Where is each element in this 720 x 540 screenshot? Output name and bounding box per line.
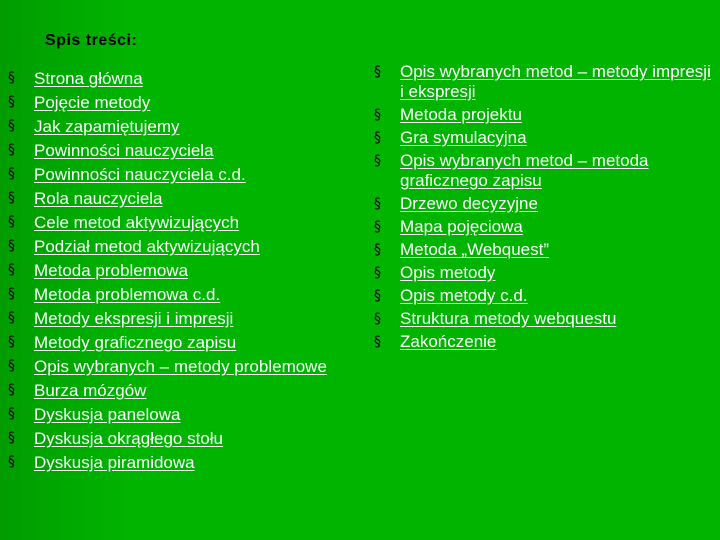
toc-link-opis-metoda-graficznego[interactable]: Opis wybranych metod – metoda graficznego zapisu xyxy=(400,151,649,190)
toc-link-rola-nauczyciela[interactable]: Rola nauczyciela xyxy=(34,189,163,208)
toc-link-dyskusja-panelowa[interactable]: Dyskusja panelowa xyxy=(34,405,181,424)
section-bullet-icon: § xyxy=(374,311,381,327)
section-bullet-icon: § xyxy=(374,107,381,123)
list-item xyxy=(8,356,338,377)
section-bullet-icon: § xyxy=(8,406,15,422)
list-item xyxy=(8,68,338,89)
toc-link-metody-ekspresji[interactable]: Metody ekspresji i impresji xyxy=(34,309,234,328)
list-item xyxy=(8,404,338,425)
list-item xyxy=(8,260,338,281)
section-bullet-icon: § xyxy=(374,196,381,212)
list-item xyxy=(374,128,714,148)
section-bullet-icon: § xyxy=(374,130,381,146)
section-bullet-icon: § xyxy=(8,238,15,254)
section-bullet-icon: § xyxy=(374,242,381,258)
toc-link-opis-metody-impresji[interactable]: Opis wybranych metod – metody impresji i ekspresji xyxy=(400,62,711,101)
toc-link-mapa-pojeciowa[interactable]: Mapa pojęciowa xyxy=(400,217,523,236)
list-item xyxy=(8,452,338,473)
list-item xyxy=(8,188,338,209)
section-bullet-icon: § xyxy=(8,382,15,398)
list-item xyxy=(8,212,338,233)
list-item xyxy=(8,380,338,401)
list-item xyxy=(374,151,714,191)
toc-link-jak-zapamietujemy[interactable]: Jak zapamiętujemy xyxy=(34,117,180,136)
section-bullet-icon: § xyxy=(374,64,381,80)
toc-link-pojecie-metody[interactable]: Pojęcie metody xyxy=(34,93,151,112)
section-bullet-icon: § xyxy=(8,286,15,302)
toc-link-struktura-webquestu[interactable]: Struktura metody webquestu xyxy=(400,309,617,328)
toc-link-metoda-problemowa-cd[interactable]: Metoda problemowa c.d. xyxy=(34,285,221,304)
list-item xyxy=(374,62,714,102)
toc-link-gra-symulacyjna[interactable]: Gra symulacyjna xyxy=(400,128,527,147)
toc-link-dyskusja-okraglego-stolu[interactable]: Dyskusja okrągłego stołu xyxy=(34,429,223,448)
toc-link-metoda-projektu[interactable]: Metoda projektu xyxy=(400,105,522,124)
slide-title: Spis treści: xyxy=(45,32,138,49)
toc-link-strona-glowna[interactable]: Strona główna xyxy=(34,69,143,88)
toc-link-metoda-problemowa[interactable]: Metoda problemowa xyxy=(34,261,189,280)
toc-link-powinnosci-nauczyciela[interactable]: Powinności nauczyciela xyxy=(34,141,214,160)
list-item xyxy=(374,263,714,283)
list-item xyxy=(374,309,714,329)
section-bullet-icon: § xyxy=(8,262,15,278)
toc-right-column xyxy=(374,62,714,355)
section-bullet-icon: § xyxy=(8,214,15,230)
section-bullet-icon: § xyxy=(8,70,15,86)
section-bullet-icon: § xyxy=(8,118,15,134)
section-bullet-icon: § xyxy=(8,94,15,110)
list-item xyxy=(8,284,338,305)
toc-link-burza-mozgow[interactable]: Burza mózgów xyxy=(34,381,147,400)
toc-link-dyskusja-piramidowa[interactable]: Dyskusja piramidowa xyxy=(34,453,195,472)
toc-link-cele-metod[interactable]: Cele metod aktywizujących xyxy=(34,213,240,232)
toc-link-opis-metody-cd[interactable]: Opis metody c.d. xyxy=(400,286,528,305)
section-bullet-icon: § xyxy=(374,288,381,304)
list-item xyxy=(8,140,338,161)
toc-link-opis-metody-problemowe[interactable]: Opis wybranych – metody problemowe xyxy=(34,357,327,376)
list-item xyxy=(8,308,338,329)
list-item xyxy=(374,332,714,352)
section-bullet-icon: § xyxy=(8,430,15,446)
toc-left-column xyxy=(8,68,338,476)
list-item xyxy=(374,286,714,306)
list-item xyxy=(8,92,338,113)
toc-link-metody-graficznego-zapisu[interactable]: Metody graficznego zapisu xyxy=(34,333,237,352)
list-item xyxy=(374,194,714,214)
list-item xyxy=(374,240,714,260)
list-item xyxy=(374,105,714,125)
section-bullet-icon: § xyxy=(8,454,15,470)
section-bullet-icon: § xyxy=(8,166,15,182)
toc-link-drzewo-decyzyjne[interactable]: Drzewo decyzyjne xyxy=(400,194,538,213)
section-bullet-icon: § xyxy=(374,153,381,169)
toc-link-podzial-metod[interactable]: Podział metod aktywizujących xyxy=(34,237,260,256)
toc-link-zakonczenie[interactable]: Zakończenie xyxy=(400,332,497,351)
list-item xyxy=(8,164,338,185)
section-bullet-icon: § xyxy=(374,334,381,350)
section-bullet-icon: § xyxy=(374,265,381,281)
section-bullet-icon: § xyxy=(8,190,15,206)
section-bullet-icon: § xyxy=(8,358,15,374)
toc-link-powinnosci-nauczyciela-cd[interactable]: Powinności nauczyciela c.d. xyxy=(34,165,246,184)
toc-link-opis-metody[interactable]: Opis metody xyxy=(400,263,496,282)
toc-link-metoda-webquest[interactable]: Metoda „Webquest” xyxy=(400,240,549,259)
list-item xyxy=(8,428,338,449)
list-item xyxy=(8,332,338,353)
section-bullet-icon: § xyxy=(8,310,15,326)
list-item xyxy=(8,236,338,257)
list-item xyxy=(8,116,338,137)
section-bullet-icon: § xyxy=(8,334,15,350)
section-bullet-icon: § xyxy=(8,142,15,158)
list-item xyxy=(374,217,714,237)
section-bullet-icon: § xyxy=(374,219,381,235)
